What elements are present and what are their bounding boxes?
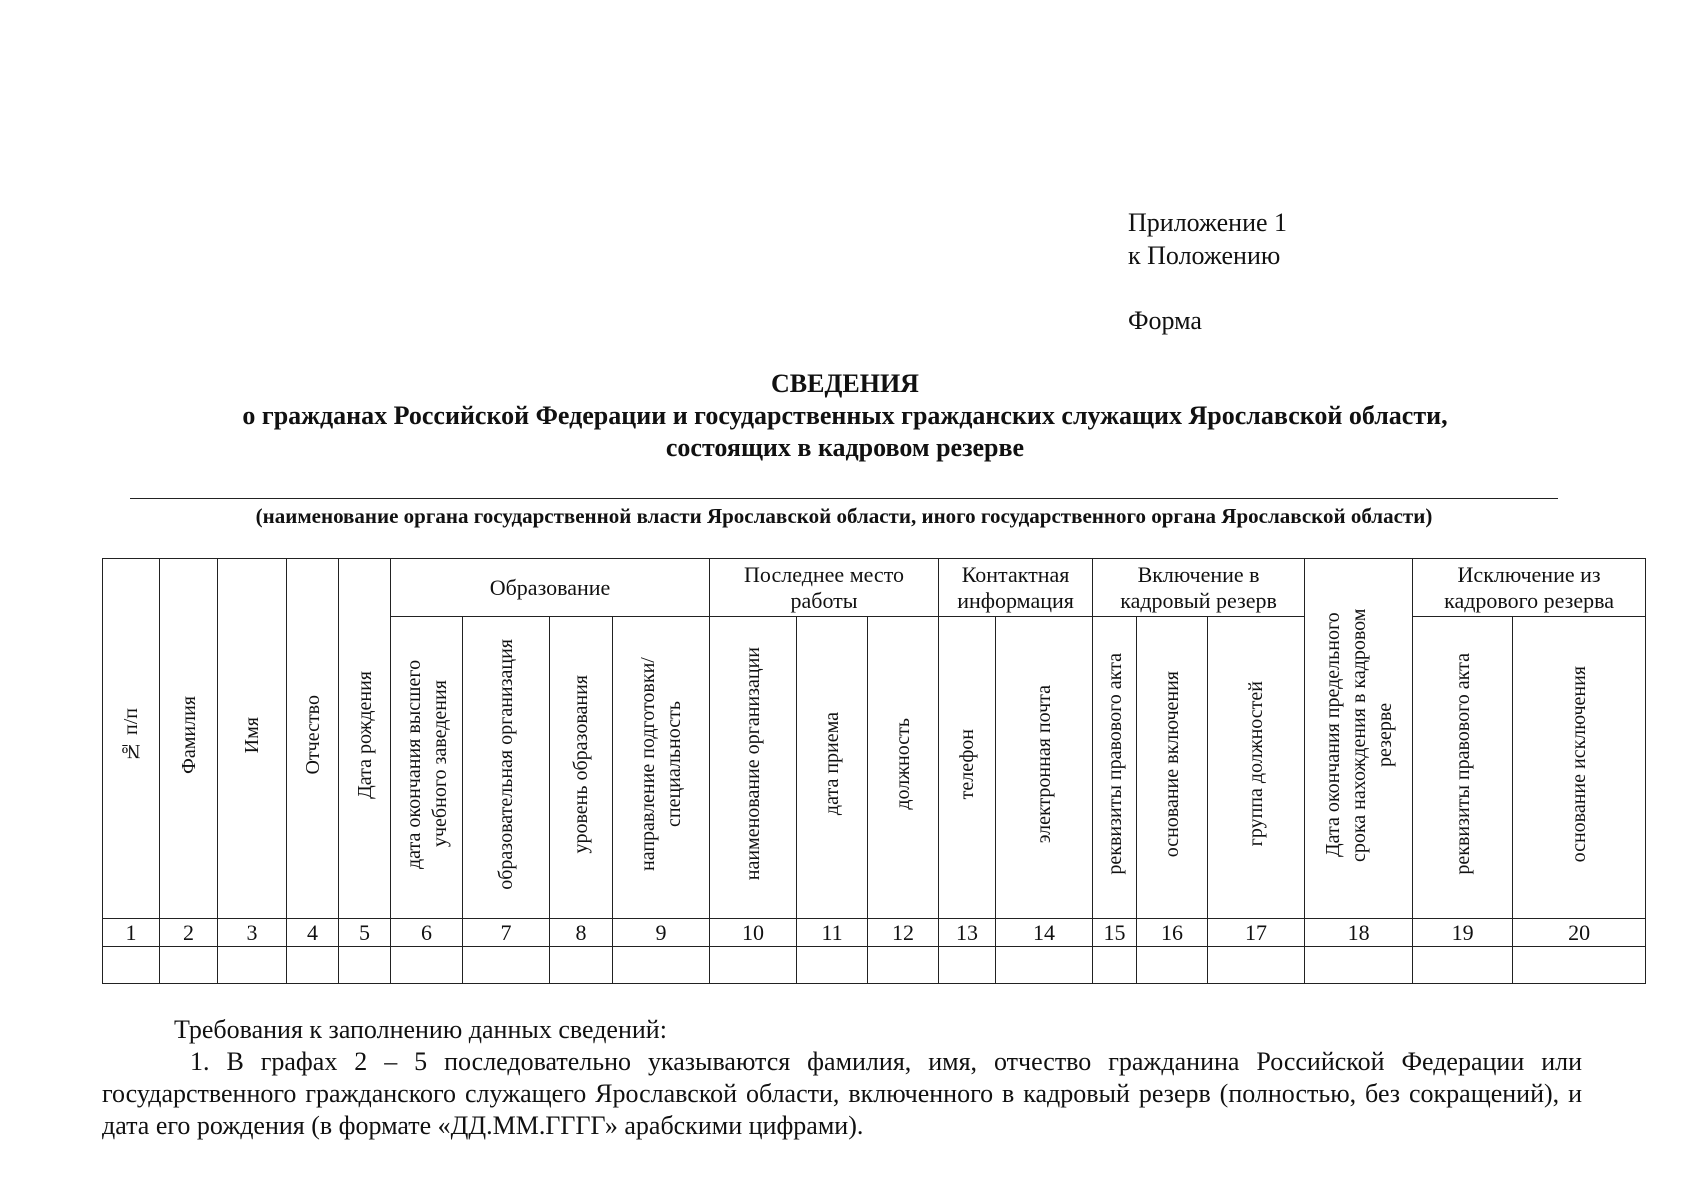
header-col-14-label: электронная почта: [1033, 684, 1056, 844]
group-inclusion: Включение в кадровый резерв: [1093, 559, 1305, 617]
empty-cell[interactable]: [996, 947, 1093, 984]
header-col-4-label: Отчество: [301, 695, 324, 775]
organ-name-caption: (наименование органа государственной власти Ярославской области, иного государственного органа Ярославской области): [255, 504, 1433, 528]
header-col-12: [868, 617, 939, 919]
header-col-17: [1208, 617, 1305, 919]
empty-data-row: [103, 947, 1646, 984]
empty-cell[interactable]: [463, 947, 550, 984]
column-number: 2: [160, 919, 218, 947]
header-col-11: [797, 617, 868, 919]
title-subtitle-1: о гражданах Российской Федерации и государственных гражданских служащих Ярославской области,: [242, 401, 1448, 430]
empty-cell[interactable]: [160, 947, 218, 984]
header-col-11-label: дата приема: [821, 712, 844, 816]
document-title: [130, 368, 1560, 464]
empty-cell[interactable]: [1305, 947, 1413, 984]
header-col-14: [996, 617, 1093, 919]
annex-line-2: к Положению: [1128, 241, 1281, 270]
column-number: 5: [339, 919, 391, 947]
column-number: 17: [1208, 919, 1305, 947]
requirements-item-1: 1. В графах 2 – 5 последовательно указываются фамилия, имя, отчество гражданина Российской Федерации или государственного гражданского служащего Ярославской области, включенного в кадровый резерв (полностью, без сокращений), и дата его рождения (в формате «ДД.ММ.ГГГГ» арабскими цифрами).: [102, 1047, 1582, 1140]
group-contact: Контактная информация: [939, 559, 1093, 617]
header-col-17-label: группа должностей: [1245, 681, 1268, 847]
column-number-row: [103, 919, 1646, 947]
title-heading: СВЕДЕНИЯ: [771, 369, 919, 398]
header-col-7: [463, 617, 550, 919]
empty-cell[interactable]: [1093, 947, 1137, 984]
empty-cell[interactable]: [339, 947, 391, 984]
title-subtitle-2: состоящих в кадровом резерве: [665, 433, 1025, 462]
header-col-1: [103, 559, 160, 919]
empty-cell[interactable]: [1513, 947, 1646, 984]
column-number: 3: [218, 919, 287, 947]
header-col-5-label: Дата рождения: [353, 671, 376, 799]
empty-cell[interactable]: [1208, 947, 1305, 984]
empty-cell[interactable]: [218, 947, 287, 984]
header-col-2-label: Фамилия: [177, 696, 200, 774]
form-label: Форма: [1128, 306, 1202, 335]
column-number: 12: [868, 919, 939, 947]
annex-block: [1128, 206, 1287, 337]
column-number: 15: [1093, 919, 1137, 947]
header-col-8: [550, 617, 613, 919]
empty-cell[interactable]: [939, 947, 996, 984]
header-col-2: [160, 559, 218, 919]
column-number: 19: [1413, 919, 1513, 947]
reserve-form-table: [102, 558, 1646, 984]
empty-cell[interactable]: [1137, 947, 1208, 984]
header-col-9-label: направление подготовки/специальность: [637, 657, 686, 871]
column-number: 20: [1513, 919, 1646, 947]
header-col-9: [613, 617, 710, 919]
header-col-19-label: реквизиты правового акта: [1451, 653, 1474, 875]
header-col-4: [287, 559, 339, 919]
column-number: 1: [103, 919, 160, 947]
header-col-6: [391, 617, 463, 919]
header-col-16: [1137, 617, 1208, 919]
column-number: 10: [710, 919, 797, 947]
empty-cell[interactable]: [710, 947, 797, 984]
header-col-16-label: основание включения: [1161, 670, 1184, 858]
organ-name-line: [130, 498, 1558, 499]
header-col-18-label: Дата окончания предельного срока нахождения в кадровом резерве: [1321, 608, 1396, 862]
empty-cell[interactable]: [1413, 947, 1513, 984]
requirements-lead: Требования к заполнению данных сведений:: [174, 1015, 667, 1044]
column-number: 8: [550, 919, 613, 947]
header-col-19: [1413, 617, 1513, 919]
header-col-20: [1513, 617, 1646, 919]
header-col-13: [939, 617, 996, 919]
header-col-7-label: образовательная организация: [495, 638, 517, 890]
header-row-groups: [103, 559, 1646, 617]
column-number: 11: [797, 919, 868, 947]
empty-cell[interactable]: [550, 947, 613, 984]
header-col-6-label: дата окончания высшего учебного заведения: [402, 659, 451, 869]
column-number: 4: [287, 919, 339, 947]
header-col-5: [339, 559, 391, 919]
group-exclusion: Исключение из кадрового резерва: [1413, 559, 1646, 617]
column-number: 13: [939, 919, 996, 947]
empty-cell[interactable]: [797, 947, 868, 984]
empty-cell[interactable]: [103, 947, 160, 984]
header-col-3-label: Имя: [241, 716, 263, 754]
annex-gap: [1128, 272, 1287, 304]
column-number: 7: [463, 919, 550, 947]
header-col-15: [1093, 617, 1137, 919]
header-col-8-label: уровень образования: [570, 674, 592, 854]
header-col-12-label: должность: [892, 718, 915, 810]
empty-cell[interactable]: [287, 947, 339, 984]
header-col-15-label: реквизиты правового акта: [1103, 653, 1126, 875]
empty-cell[interactable]: [613, 947, 710, 984]
annex-line-1: Приложение 1: [1128, 208, 1288, 237]
column-number: 18: [1305, 919, 1413, 947]
requirements-section: [102, 1014, 1582, 1142]
header-col-10: [710, 617, 797, 919]
header-col-18: [1305, 559, 1413, 919]
column-number: 9: [613, 919, 710, 947]
header-col-3: [218, 559, 287, 919]
column-number: 6: [391, 919, 463, 947]
column-number: 16: [1137, 919, 1208, 947]
header-col-10-label: наименование организации: [742, 647, 765, 881]
header-col-20-label: основание исключения: [1568, 665, 1591, 863]
empty-cell[interactable]: [868, 947, 939, 984]
group-education: Образование: [391, 559, 710, 617]
empty-cell[interactable]: [391, 947, 463, 984]
group-last-job: Последнее место работы: [710, 559, 939, 617]
column-number: 14: [996, 919, 1093, 947]
header-col-1-label: № п/п: [120, 708, 142, 762]
header-col-13-label: телефон: [956, 728, 979, 800]
